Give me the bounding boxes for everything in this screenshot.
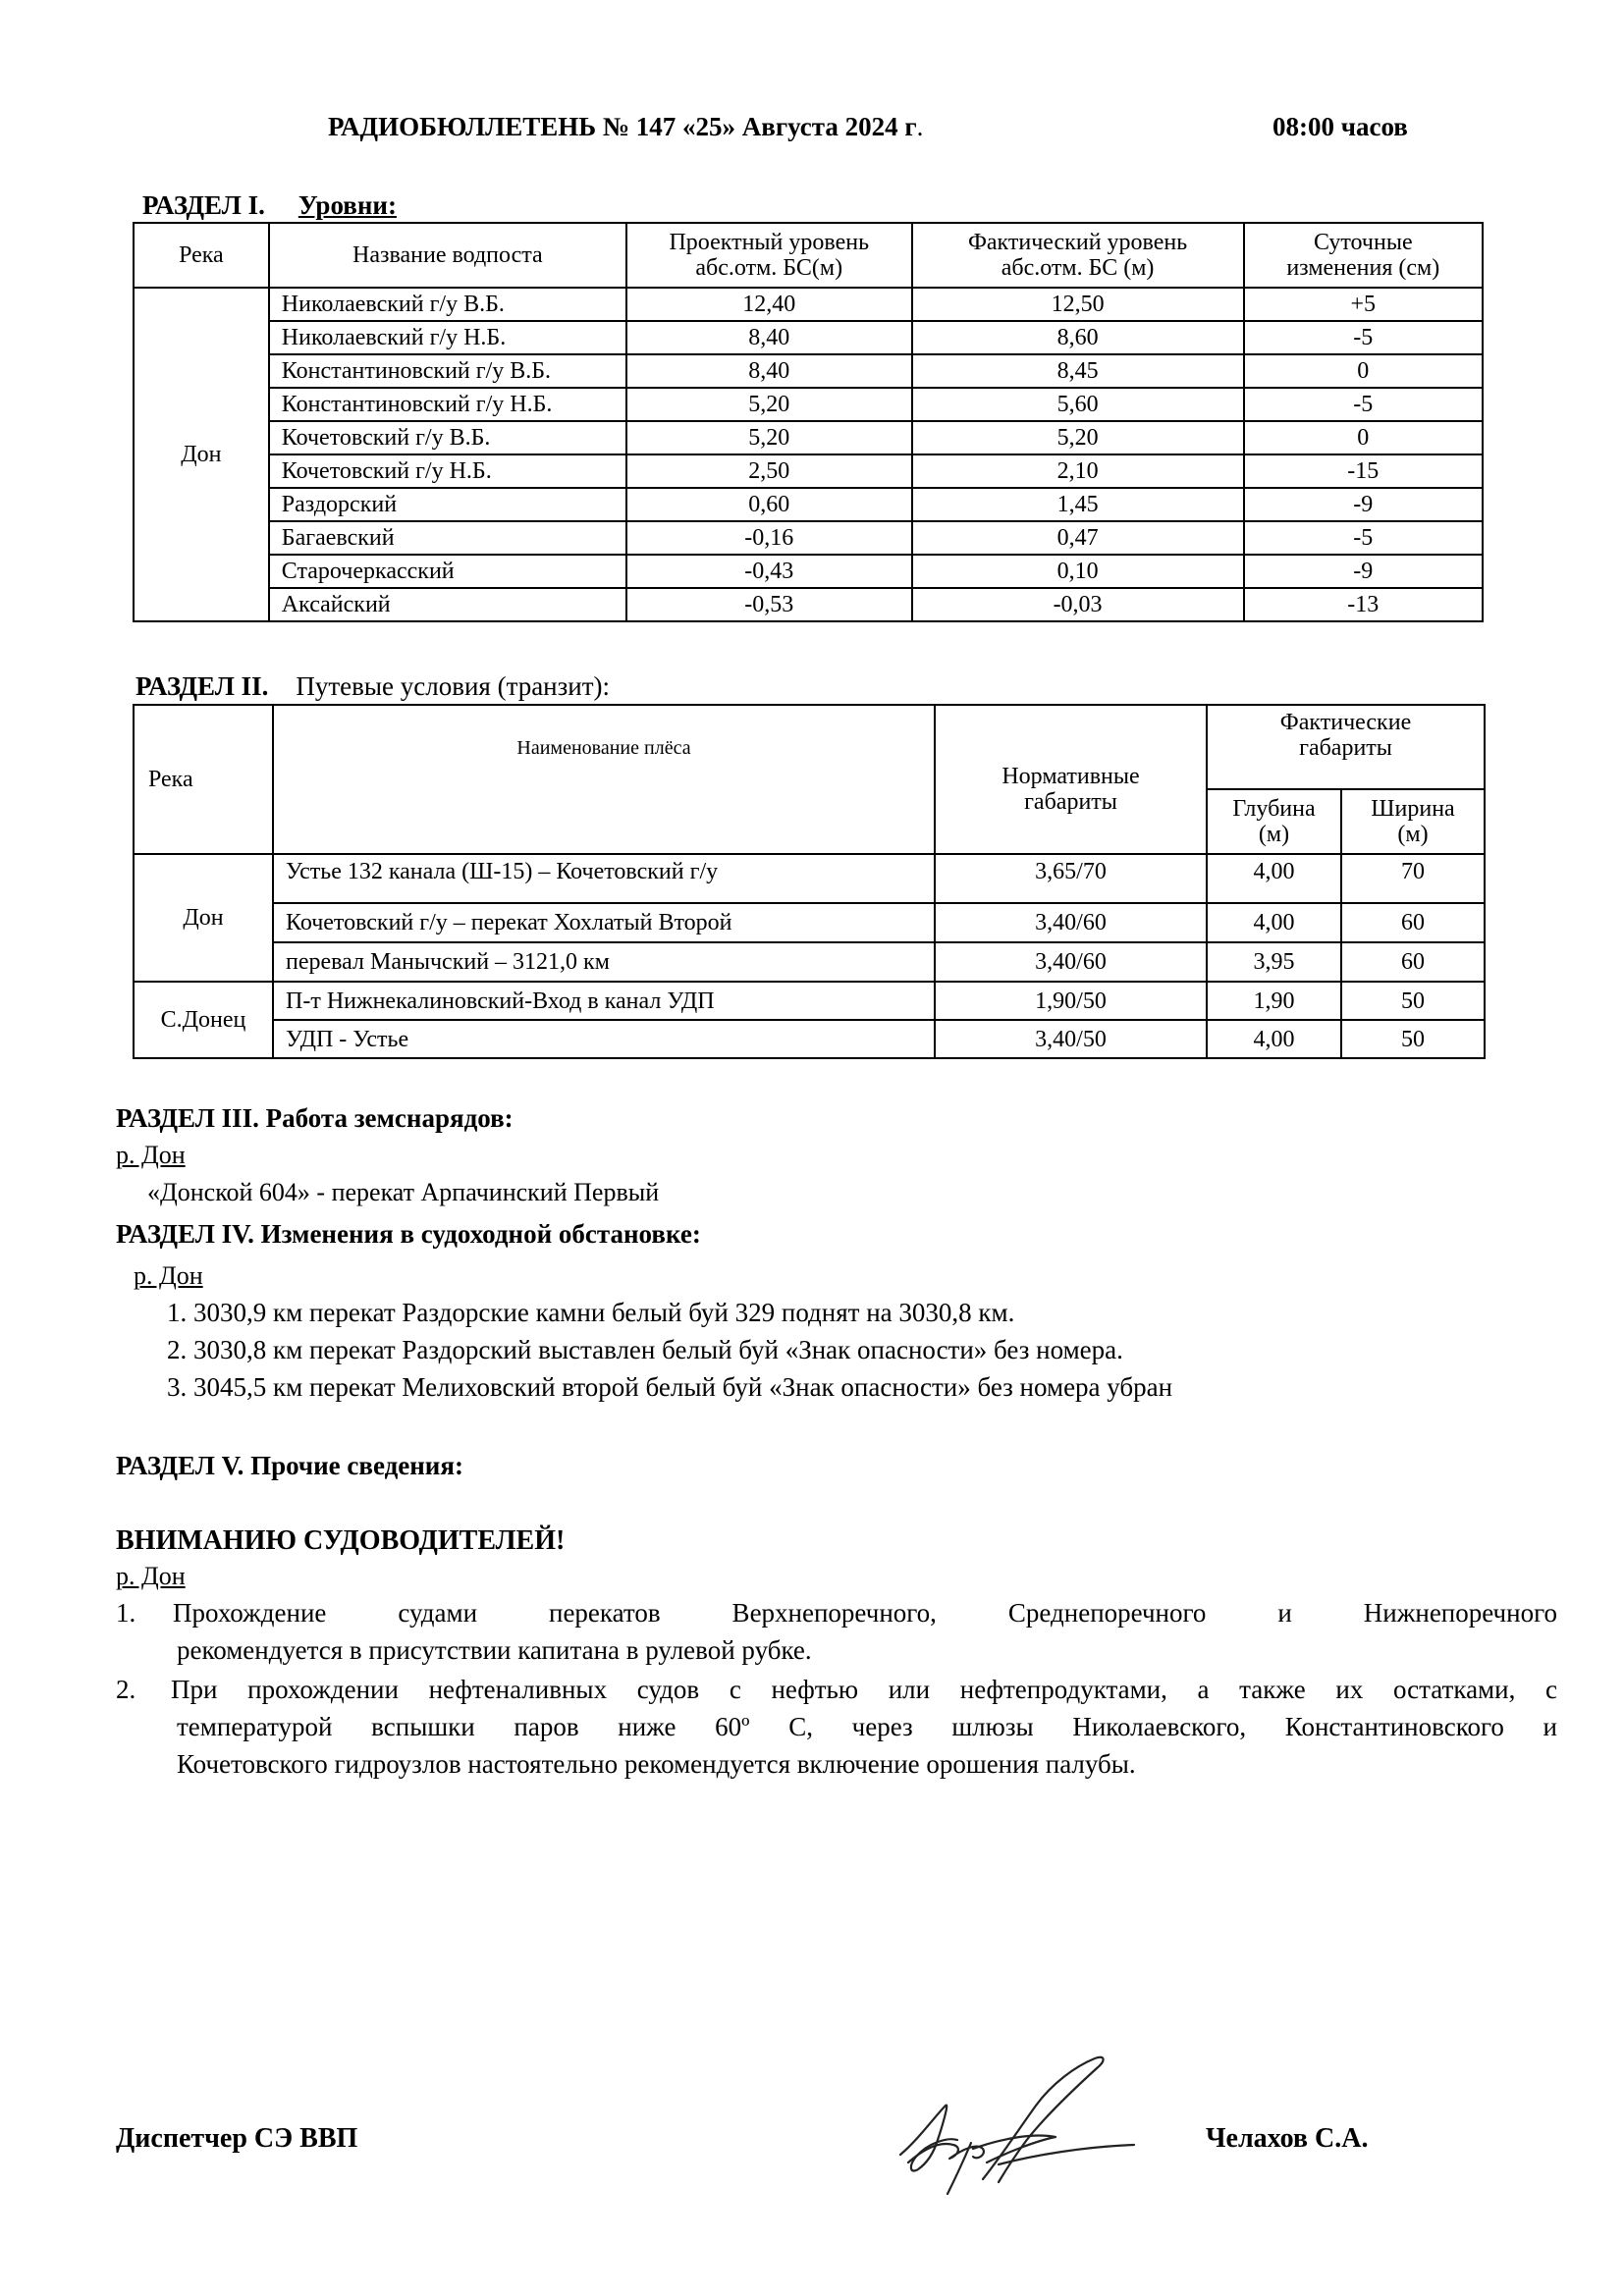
levels-post-name: Кочетовский г/у В.Б. bbox=[269, 421, 626, 454]
levels-header-row bbox=[134, 223, 1483, 288]
table-row bbox=[134, 488, 1483, 521]
levels-actual-value: 5,20 bbox=[912, 421, 1244, 454]
levels-change-value: -9 bbox=[1244, 488, 1483, 521]
levels-table bbox=[133, 222, 1484, 622]
transit-norm-value: 1,90/50 bbox=[935, 982, 1207, 1020]
transit-depth-value: 1,90 bbox=[1207, 982, 1341, 1020]
attention-item-number: 2. bbox=[116, 1675, 136, 1704]
attention-river: р. Дон bbox=[116, 1562, 186, 1590]
transit-width-value: 50 bbox=[1341, 1020, 1485, 1058]
levels-post-name: Кочетовский г/у Н.Б. bbox=[269, 454, 626, 488]
levels-change-value: -5 bbox=[1244, 321, 1483, 354]
transit-col-river: Река bbox=[134, 705, 273, 854]
levels-actual-value: 0,10 bbox=[912, 555, 1244, 588]
levels-design-value: -0,43 bbox=[626, 555, 912, 588]
bulletin-title bbox=[328, 112, 923, 142]
section4-item: 3. 3045,5 км перекат Мелиховский второй белый буй «Знак опасности» без номера убран bbox=[167, 1372, 1173, 1402]
levels-design-value: 5,20 bbox=[626, 421, 912, 454]
levels-actual-value: 5,60 bbox=[912, 388, 1244, 421]
section2-heading-number: РАЗДЕЛ II. bbox=[135, 671, 269, 701]
levels-change-value: -13 bbox=[1244, 588, 1483, 621]
section2-heading bbox=[135, 671, 610, 702]
transit-norm-value: 3,40/60 bbox=[935, 942, 1207, 982]
attention-item-1-line1: Прохождение судами перекатов Верхнепоречного, Среднепоречного и Нижнепоречного bbox=[173, 1598, 1557, 1628]
levels-design-value: 8,40 bbox=[626, 354, 912, 388]
section4-item: 2. 3030,8 км перекат Раздорский выставлен белый буй «Знак опасности» без номера. bbox=[167, 1335, 1123, 1364]
bulletin-time: 08:00 часов bbox=[1272, 112, 1408, 141]
levels-design-value: -0,16 bbox=[626, 521, 912, 555]
levels-post-name: Константиновский г/у В.Б. bbox=[269, 354, 626, 388]
transit-reach-name: перевал Манычский – 3121,0 км bbox=[273, 942, 935, 982]
levels-post-name: Багаевский bbox=[269, 521, 626, 555]
section3-heading: РАЗДЕЛ III. Работа земснарядов: bbox=[116, 1103, 514, 1133]
table-row bbox=[134, 555, 1483, 588]
transit-col-norm bbox=[935, 705, 1207, 854]
transit-col-depth-line2: (м) bbox=[1258, 822, 1290, 847]
levels-post-name: Константиновский г/у Н.Б. bbox=[269, 388, 626, 421]
levels-col-actual-line2: абс.отм. БС (м) bbox=[1001, 255, 1155, 281]
transit-col-norm-line2: габариты bbox=[1024, 789, 1117, 815]
transit-depth-value: 4,00 bbox=[1207, 854, 1341, 903]
signature-image bbox=[889, 2047, 1154, 2204]
section4-heading: РАЗДЕЛ IV. Изменения в судоходной обстановке: bbox=[116, 1219, 701, 1249]
levels-post-name: Николаевский г/у Н.Б. bbox=[269, 321, 626, 354]
levels-actual-value: 8,60 bbox=[912, 321, 1244, 354]
levels-col-actual bbox=[912, 223, 1244, 288]
section5-heading: РАЗДЕЛ V. Прочие сведения: bbox=[116, 1451, 463, 1480]
transit-reach-name: Кочетовский г/у – перекат Хохлатый Второй bbox=[273, 903, 935, 942]
levels-design-value: 5,20 bbox=[626, 388, 912, 421]
transit-col-width-line2: (м) bbox=[1397, 822, 1429, 847]
transit-norm-value: 3,40/50 bbox=[935, 1020, 1207, 1058]
table-row bbox=[134, 421, 1483, 454]
levels-col-post: Название водпоста bbox=[269, 223, 626, 288]
transit-depth-value: 4,00 bbox=[1207, 903, 1341, 942]
transit-col-actual bbox=[1207, 705, 1485, 789]
table-row bbox=[134, 903, 1485, 942]
bulletin-title-text: РАДИОБЮЛЛЕТЕНЬ № 147 «25» Августа 2024 г bbox=[328, 112, 917, 141]
levels-design-value: 0,60 bbox=[626, 488, 912, 521]
levels-actual-value: 8,45 bbox=[912, 354, 1244, 388]
levels-actual-value: -0,03 bbox=[912, 588, 1244, 621]
transit-col-reach: Наименование плёса bbox=[273, 705, 935, 854]
transit-col-width-line1: Ширина bbox=[1371, 796, 1455, 822]
levels-post-name: Аксайский bbox=[269, 588, 626, 621]
transit-col-depth bbox=[1207, 789, 1341, 854]
levels-change-value: -5 bbox=[1244, 521, 1483, 555]
table-row bbox=[134, 1020, 1485, 1058]
transit-depth-value: 3,95 bbox=[1207, 942, 1341, 982]
levels-actual-value: 0,47 bbox=[912, 521, 1244, 555]
table-row bbox=[134, 321, 1483, 354]
transit-col-depth-line1: Глубина bbox=[1232, 796, 1316, 822]
transit-width-value: 60 bbox=[1341, 942, 1485, 982]
levels-post-name: Старочеркасский bbox=[269, 555, 626, 588]
transit-river-cell: Дон bbox=[134, 854, 273, 982]
attention-heading: ВНИМАНИЮ СУДОВОДИТЕЛЕЙ! bbox=[116, 1525, 566, 1556]
levels-design-value: 12,40 bbox=[626, 288, 912, 321]
section1-heading-title: Уровни: bbox=[298, 190, 397, 220]
transit-width-value: 70 bbox=[1341, 854, 1485, 903]
section1-heading bbox=[142, 190, 397, 221]
section2-heading-title: Путевые условия (транзит): bbox=[296, 671, 611, 701]
transit-width-value: 50 bbox=[1341, 982, 1485, 1020]
table-row bbox=[134, 388, 1483, 421]
levels-col-actual-line1: Фактический уровень bbox=[967, 230, 1188, 255]
table-row bbox=[134, 354, 1483, 388]
section3-river: р. Дон bbox=[116, 1141, 186, 1169]
levels-design-value: -0,53 bbox=[626, 588, 912, 621]
section4-item: 1. 3030,9 км перекат Раздорские камни белый буй 329 поднят на 3030,8 км. bbox=[167, 1298, 1015, 1327]
levels-col-change-line1: Суточные bbox=[1313, 230, 1413, 255]
section3-dredger-line: «Донской 604» - перекат Арпачинский Первый bbox=[147, 1178, 660, 1206]
levels-col-design-line1: Проектный уровень bbox=[669, 230, 870, 255]
footer-role: Диспетчер СЭ ВВП bbox=[116, 2123, 358, 2154]
levels-change-value: 0 bbox=[1244, 421, 1483, 454]
table-row bbox=[134, 942, 1485, 982]
table-row bbox=[134, 288, 1483, 321]
levels-change-value: -9 bbox=[1244, 555, 1483, 588]
attention-item-2-line3: Кочетовского гидроузлов настоятельно рекомендуется включение орошения палубы. bbox=[177, 1749, 1136, 1779]
transit-river-cell: С.Донец bbox=[134, 982, 273, 1058]
levels-change-value: -5 bbox=[1244, 388, 1483, 421]
section4-river: р. Дон bbox=[134, 1261, 203, 1290]
transit-width-value: 60 bbox=[1341, 903, 1485, 942]
levels-col-design-line2: абс.отм. БС(м) bbox=[695, 255, 843, 281]
transit-reach-name: УДП - Устье bbox=[273, 1020, 935, 1058]
table-row bbox=[134, 588, 1483, 621]
levels-change-value: -15 bbox=[1244, 454, 1483, 488]
levels-post-name: Николаевский г/у В.Б. bbox=[269, 288, 626, 321]
transit-reach-name: П-т Нижнекалиновский-Вход в канал УДП bbox=[273, 982, 935, 1020]
transit-reach-name: Устье 132 канала (Ш-15) – Кочетовский г/у bbox=[273, 854, 935, 903]
levels-change-value: 0 bbox=[1244, 354, 1483, 388]
attention-item-1-line2: рекомендуется в присутствии капитана в рулевой рубке. bbox=[177, 1635, 812, 1665]
levels-design-value: 8,40 bbox=[626, 321, 912, 354]
attention-item-2-line2: температурой вспышки паров ниже 60º С, через шлюзы Николаевского, Константиновского и bbox=[177, 1712, 1557, 1741]
attention-item-number: 1. bbox=[116, 1598, 136, 1628]
levels-river-cell: Дон bbox=[134, 288, 269, 621]
levels-col-change bbox=[1244, 223, 1483, 288]
levels-change-value: +5 bbox=[1244, 288, 1483, 321]
table-row bbox=[134, 521, 1483, 555]
table-row bbox=[134, 454, 1483, 488]
levels-actual-value: 12,50 bbox=[912, 288, 1244, 321]
levels-col-design bbox=[626, 223, 912, 288]
levels-actual-value: 2,10 bbox=[912, 454, 1244, 488]
levels-actual-value: 1,45 bbox=[912, 488, 1244, 521]
footer-name: Челахов С.А. bbox=[1206, 2123, 1369, 2154]
levels-post-name: Раздорский bbox=[269, 488, 626, 521]
transit-col-norm-line1: Нормативные bbox=[1001, 764, 1140, 789]
table-row bbox=[134, 854, 1485, 903]
attention-item-2-line1: При прохождении нефтеналивных судов с нефтью или нефтепродуктами, а также их остатками, с bbox=[171, 1675, 1557, 1704]
levels-col-river: Река bbox=[134, 223, 269, 288]
section1-heading-number: РАЗДЕЛ I. bbox=[142, 190, 265, 220]
transit-header-row bbox=[134, 705, 1485, 789]
levels-design-value: 2,50 bbox=[626, 454, 912, 488]
bulletin-title-dot: . bbox=[916, 112, 924, 141]
transit-col-actual-line2: габариты bbox=[1299, 735, 1392, 761]
transit-norm-value: 3,65/70 bbox=[935, 854, 1207, 903]
transit-col-actual-line1: Фактические bbox=[1279, 710, 1412, 735]
transit-col-width bbox=[1341, 789, 1485, 854]
transit-table bbox=[133, 704, 1486, 1059]
transit-depth-value: 4,00 bbox=[1207, 1020, 1341, 1058]
transit-norm-value: 3,40/60 bbox=[935, 903, 1207, 942]
table-row bbox=[134, 982, 1485, 1020]
levels-col-change-line2: изменения (см) bbox=[1286, 255, 1440, 281]
